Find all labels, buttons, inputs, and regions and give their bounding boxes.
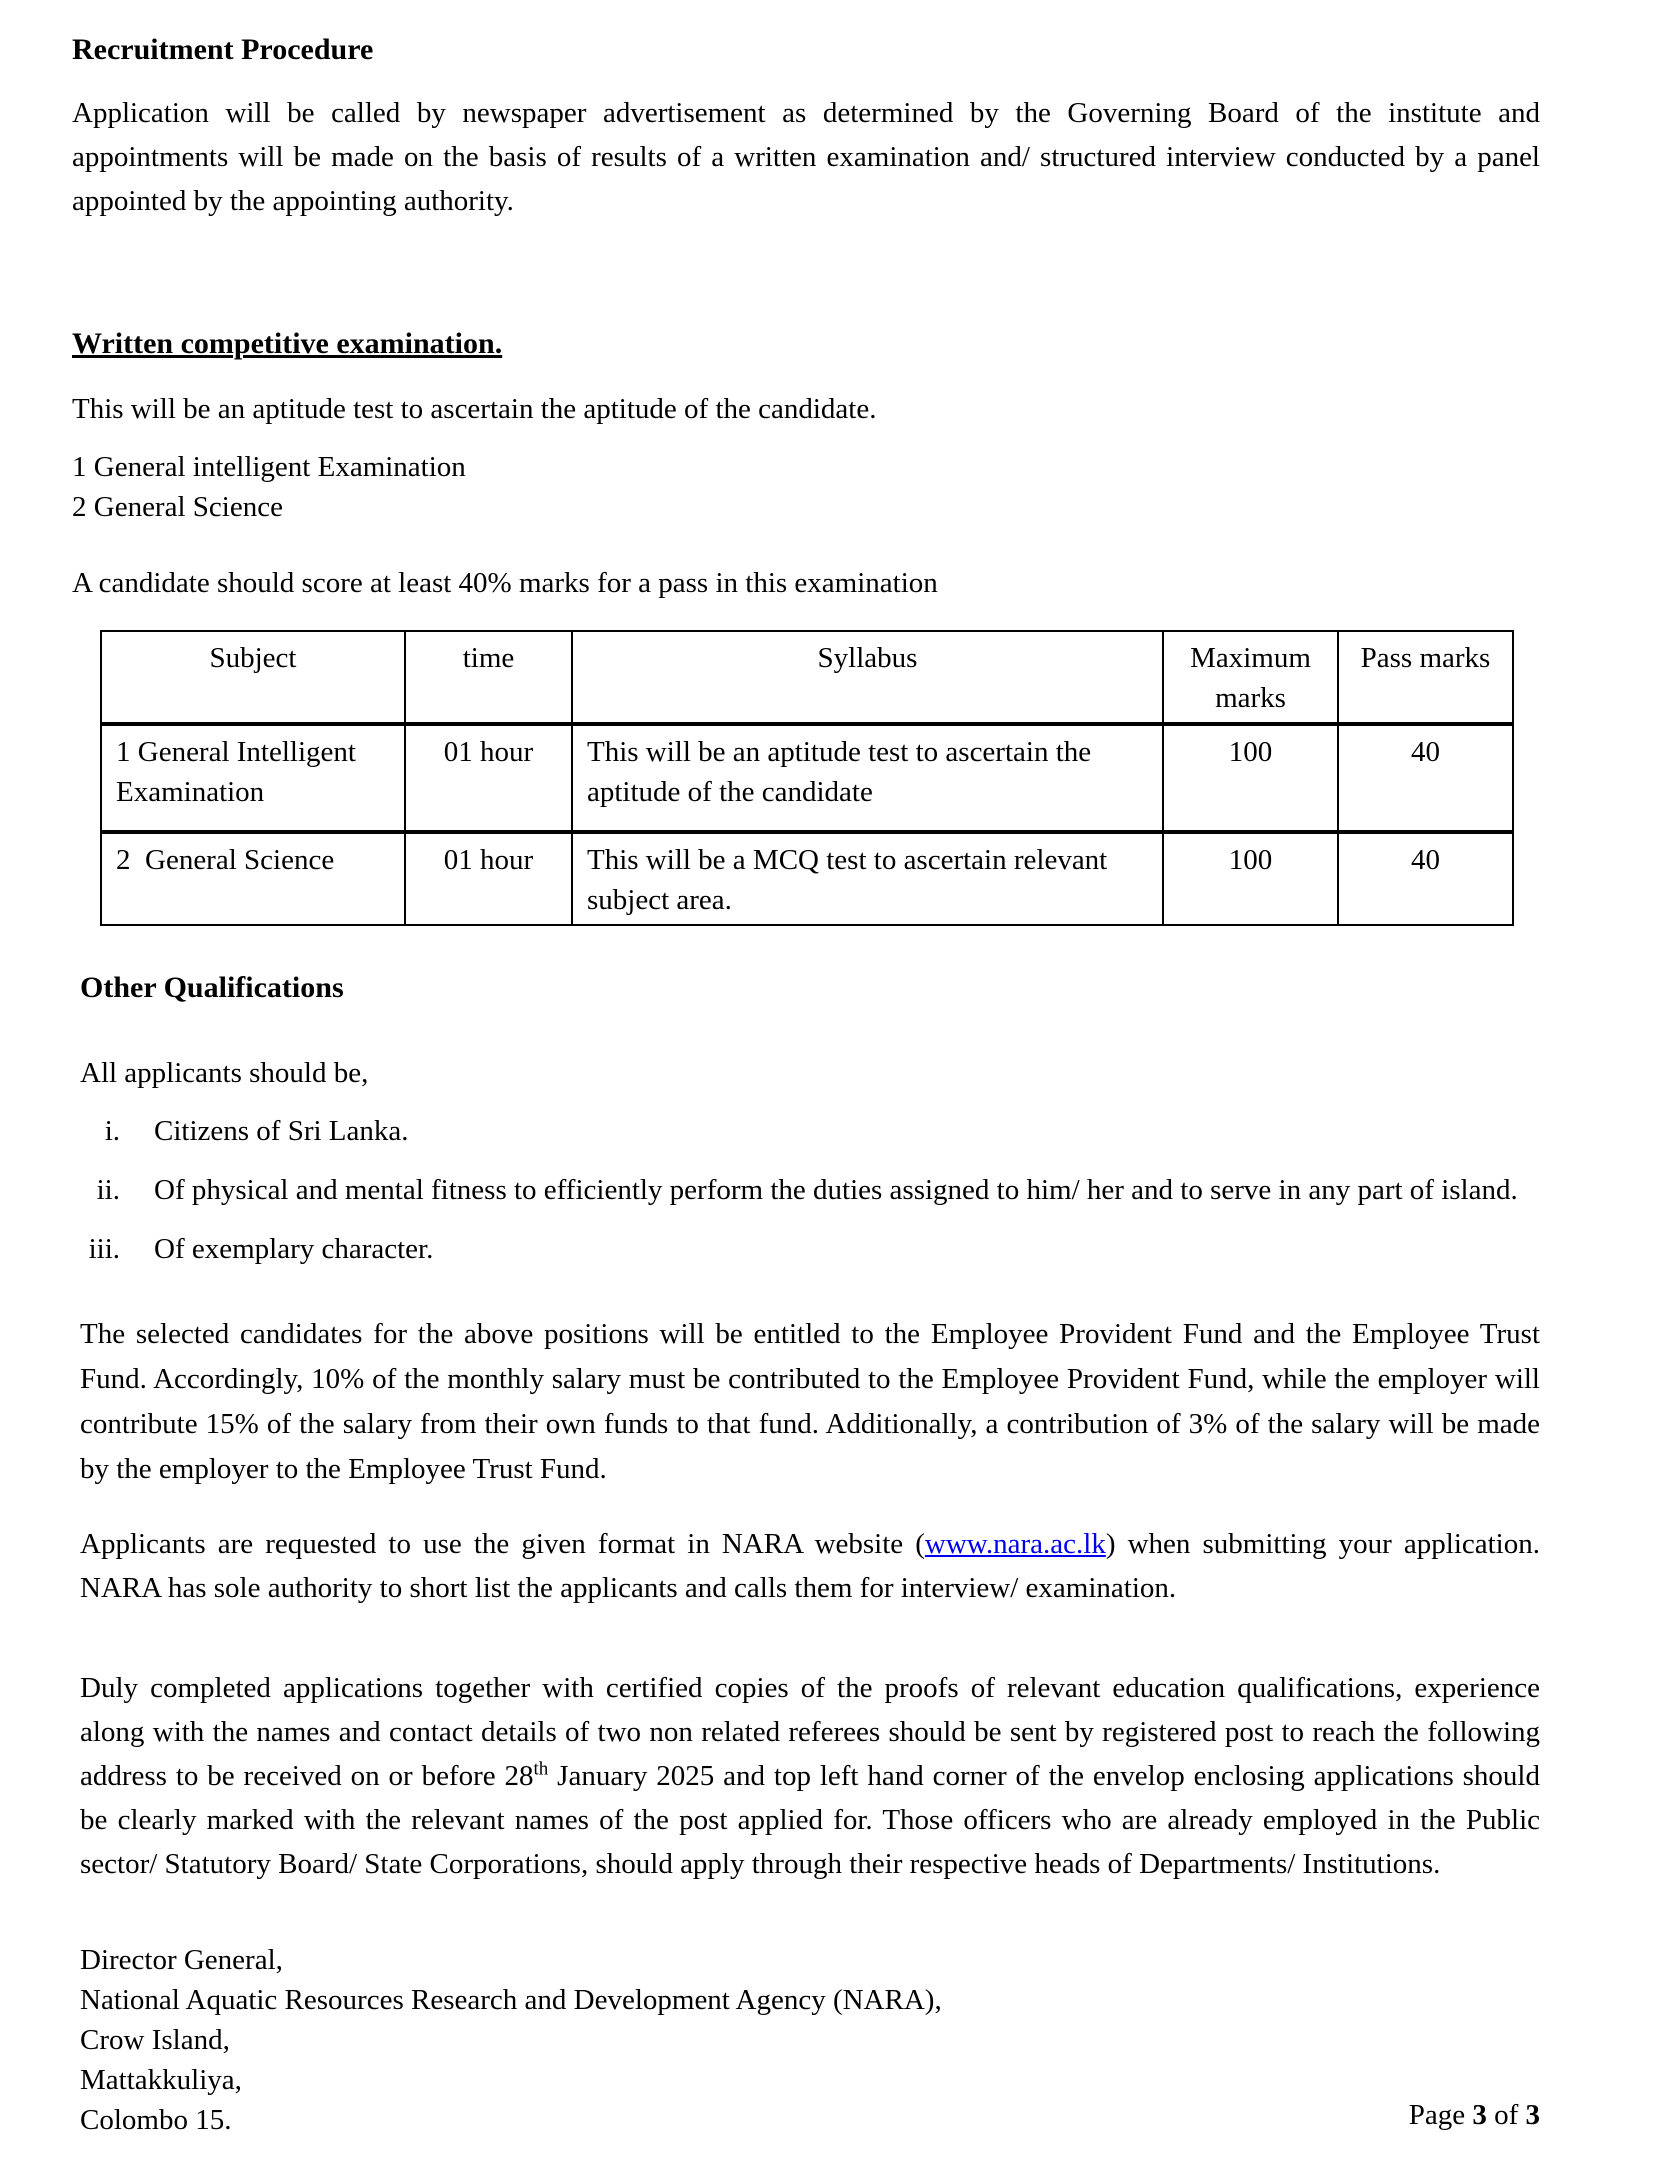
cell-time: 01 hour xyxy=(405,832,572,925)
nara-website-link[interactable]: www.nara.ac.lk xyxy=(924,1528,1106,1560)
list-item-ii xyxy=(80,1168,1540,1213)
page-number-of: of xyxy=(1494,2099,1519,2131)
table-header-pass-marks: Pass marks xyxy=(1338,631,1513,724)
exam-subject-item-1: 1 General intelligent Examination xyxy=(72,451,466,483)
exam-intro-text: This will be an aptitude test to ascertain the aptitude of the candidate. xyxy=(72,393,877,425)
cell-syllabus: This will be a MCQ test to ascertain relevant subject area. xyxy=(572,832,1163,925)
list-item-iii xyxy=(80,1227,1540,1272)
address-line-recipient: Director General, xyxy=(80,1944,283,1976)
table-header-row xyxy=(101,631,1513,724)
table-row xyxy=(101,832,1513,925)
list-number: ii. xyxy=(96,1174,120,1206)
address-line-agency: National Aquatic Resources Research and Development Agency (NARA), xyxy=(80,1984,942,2016)
table-header-time: time xyxy=(405,631,572,724)
exam-subject-item-2: 2 General Science xyxy=(72,491,283,523)
submission-instructions-paragraph xyxy=(80,1666,1540,1886)
list-text: Of exemplary character. xyxy=(154,1233,434,1265)
cell-subject: 1 General Intelligent Examination xyxy=(101,724,405,832)
page-number-prefix: Page xyxy=(1408,2099,1466,2131)
table-header-subject: Subject xyxy=(101,631,405,724)
list-number: i. xyxy=(104,1115,120,1147)
page-number xyxy=(1409,2099,1540,2132)
ordinal-superscript: th xyxy=(533,1758,549,1780)
application-format-paragraph xyxy=(80,1522,1540,1610)
applicants-intro: All applicants should be, xyxy=(80,1057,369,1089)
list-number: iii. xyxy=(88,1233,120,1265)
other-qualifications-section xyxy=(72,971,1540,2140)
cell-maximum-marks: 100 xyxy=(1163,832,1338,925)
table-row xyxy=(101,724,1513,832)
table-header-maximum-marks: Maximum marks xyxy=(1163,631,1338,724)
duly-text-after-sup: January 2025 and top left hand corner of the envelop enclosing applications should be clearly marked with the relevant names of the post applied for. Those officers who are already employed in the Public sector/ Statutory Board/ State Corporations, should apply through their respective heads of Departments/ Institutions. xyxy=(80,1760,1540,1880)
postal-address-block xyxy=(80,1940,1540,2140)
cell-syllabus: This will be an aptitude test to ascertain the aptitude of the candidate xyxy=(572,724,1163,832)
duly-text-before-sup: Duly completed applications together with certified copies of the proofs of relevant education qualifications, experience along with the names and contact details of two non related referees should be sent by registered post to reach the following address to be received on or before 28 xyxy=(80,1672,1540,1792)
pass-mark-note: A candidate should score at least 40% marks for a pass in this examination xyxy=(72,567,938,599)
list-item-i xyxy=(80,1109,1540,1154)
list-text: Citizens of Sri Lanka. xyxy=(154,1115,409,1147)
page-title: Recruitment Procedure xyxy=(72,33,374,66)
page-number-total: 3 xyxy=(1525,2099,1540,2131)
table-header-syllabus: Syllabus xyxy=(572,631,1163,724)
apply-text-after-link: ) when submitting your application. NARA has sole authority to short list the applicants and calls them for interview/ examination. xyxy=(80,1528,1540,1604)
list-text: Of physical and mental fitness to efficiently perform the duties assigned to him/ her and to serve in any part of island. xyxy=(154,1174,1518,1206)
intro-paragraph: Application will be called by newspaper advertisement as determined by the Governing Board of the institute and appointments will be made on the basis of results of a written examination and/ structured interview conducted by a panel appointed by the appointing authority. xyxy=(72,97,1540,217)
cell-time: 01 hour xyxy=(405,724,572,832)
section-heading-written-exam: Written competitive examination. xyxy=(72,327,503,360)
page-number-current: 3 xyxy=(1472,2099,1487,2131)
exam-table xyxy=(100,630,1514,926)
cell-pass-marks: 40 xyxy=(1338,724,1513,832)
apply-text-before-link: Applicants are requested to use the given format in NARA website ( xyxy=(80,1528,925,1560)
epf-paragraph: The selected candidates for the above positions will be entitled to the Employee Provident Fund and the Employee Trust Fund. Accordingly, 10% of the monthly salary must be contributed to the Employee Provident Fund, while the employer will contribute 15% of the salary from their own funds to that fund. Additionally, a contribution of 3% of the salary will be made by the employer to the Employee Trust Fund. xyxy=(80,1318,1540,1485)
exam-subject-list xyxy=(72,447,1540,527)
address-line-city: Colombo 15. xyxy=(80,2104,232,2136)
section-heading-other-qualifications: Other Qualifications xyxy=(80,971,344,1004)
cell-maximum-marks: 100 xyxy=(1163,724,1338,832)
address-line-street: Crow Island, xyxy=(80,2024,230,2056)
cell-pass-marks: 40 xyxy=(1338,832,1513,925)
address-line-suburb: Mattakkuliya, xyxy=(80,2064,242,2096)
cell-subject: 2 General Science xyxy=(101,832,405,925)
